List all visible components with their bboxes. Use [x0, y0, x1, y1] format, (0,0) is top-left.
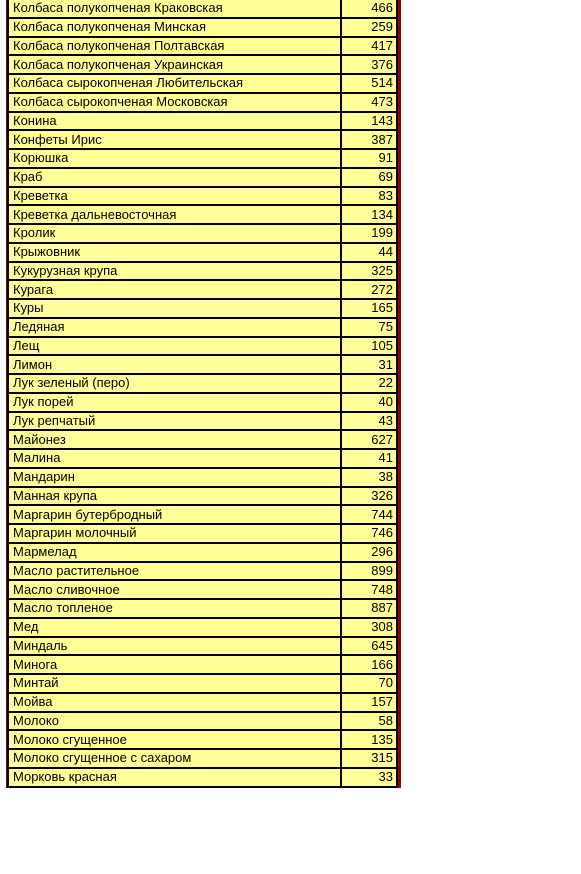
calorie-value-cell: 417: [341, 37, 397, 56]
table-row: [8, 318, 397, 337]
product-name-cell: Колбаса полукопченая Украинская: [8, 55, 341, 74]
product-name-cell: Молоко сгущенное: [8, 730, 341, 749]
calorie-value-cell: 143: [341, 112, 397, 131]
calorie-value-cell: 135: [341, 730, 397, 749]
calorie-value-cell: 627: [341, 430, 397, 449]
product-name-cell: Конина: [8, 112, 341, 131]
calorie-value-cell: 31: [341, 355, 397, 374]
product-name-cell: Мед: [8, 618, 341, 637]
table-row: [8, 74, 397, 93]
product-name-cell: Майонез: [8, 430, 341, 449]
product-name-cell: Минтай: [8, 674, 341, 693]
table-row: [8, 637, 397, 656]
table-row: [8, 655, 397, 674]
calorie-value-cell: 33: [341, 768, 397, 787]
calorie-value-cell: 376: [341, 55, 397, 74]
table-row: [8, 674, 397, 693]
calorie-value-cell: 41: [341, 449, 397, 468]
product-name-cell: Морковь красная: [8, 768, 341, 787]
product-name-cell: Краб: [8, 168, 341, 187]
table-row: [8, 543, 397, 562]
product-name-cell: Масло сливочное: [8, 580, 341, 599]
table-row: [8, 505, 397, 524]
product-name-cell: Курага: [8, 280, 341, 299]
table-row: [8, 55, 397, 74]
calorie-value-cell: 514: [341, 74, 397, 93]
calorie-value-cell: 199: [341, 224, 397, 243]
calorie-value-cell: 38: [341, 468, 397, 487]
table-row: [8, 112, 397, 131]
calorie-value-cell: 308: [341, 618, 397, 637]
calorie-value-cell: 105: [341, 337, 397, 356]
table-row: [8, 168, 397, 187]
calorie-value-cell: 69: [341, 168, 397, 187]
table-row: [8, 205, 397, 224]
product-name-cell: Креветка дальневосточная: [8, 205, 341, 224]
calorie-value-cell: 748: [341, 580, 397, 599]
product-name-cell: Малина: [8, 449, 341, 468]
table-row: [8, 37, 397, 56]
table-row: [8, 618, 397, 637]
product-name-cell: Масло растительное: [8, 562, 341, 581]
product-name-cell: Маргарин молочный: [8, 524, 341, 543]
calorie-value-cell: 315: [341, 749, 397, 768]
product-name-cell: Куры: [8, 299, 341, 318]
table-row: [8, 693, 397, 712]
calorie-value-cell: 40: [341, 393, 397, 412]
product-name-cell: Колбаса полукопченая Полтавская: [8, 37, 341, 56]
table-row: [8, 487, 397, 506]
table-row: [8, 0, 397, 18]
calorie-value-cell: 83: [341, 187, 397, 206]
calorie-value-cell: 326: [341, 487, 397, 506]
table-row: [8, 524, 397, 543]
table-row: [8, 580, 397, 599]
table-row: [8, 262, 397, 281]
table-row: [8, 243, 397, 262]
calorie-value-cell: 259: [341, 18, 397, 37]
calorie-value-cell: 134: [341, 205, 397, 224]
product-name-cell: Минога: [8, 655, 341, 674]
product-name-cell: Корюшка: [8, 149, 341, 168]
table-row: [8, 562, 397, 581]
product-name-cell: Колбаса полукопченая Краковская: [8, 0, 341, 18]
table-row: [8, 149, 397, 168]
product-name-cell: Лук зеленый (перо): [8, 374, 341, 393]
table-row: [8, 93, 397, 112]
calorie-value-cell: 44: [341, 243, 397, 262]
calorie-value-cell: 166: [341, 655, 397, 674]
table-row: [8, 355, 397, 374]
product-name-cell: Мармелад: [8, 543, 341, 562]
product-name-cell: Мандарин: [8, 468, 341, 487]
calorie-value-cell: 746: [341, 524, 397, 543]
calorie-value-cell: 645: [341, 637, 397, 656]
product-name-cell: Колбаса сырокопченая Любительская: [8, 74, 341, 93]
table-row: [8, 430, 397, 449]
table-row: [8, 712, 397, 731]
product-name-cell: Масло топленое: [8, 599, 341, 618]
product-name-cell: Креветка: [8, 187, 341, 206]
calorie-value-cell: 43: [341, 412, 397, 431]
table-row: [8, 749, 397, 768]
product-name-cell: Молоко: [8, 712, 341, 731]
product-name-cell: Лук порей: [8, 393, 341, 412]
table-row: [8, 130, 397, 149]
calorie-value-cell: 58: [341, 712, 397, 731]
table-row: [8, 224, 397, 243]
calorie-value-cell: 157: [341, 693, 397, 712]
table-row: [8, 374, 397, 393]
product-name-cell: Кролик: [8, 224, 341, 243]
product-name-cell: Колбаса полукопченая Минская: [8, 18, 341, 37]
calorie-value-cell: 22: [341, 374, 397, 393]
product-name-cell: Молоко сгущенное с сахаром: [8, 749, 341, 768]
product-name-cell: Крыжовник: [8, 243, 341, 262]
calorie-value-cell: 473: [341, 93, 397, 112]
table-row: [8, 393, 397, 412]
calorie-value-cell: 70: [341, 674, 397, 693]
calorie-value-cell: 296: [341, 543, 397, 562]
calorie-value-cell: 887: [341, 599, 397, 618]
product-name-cell: Лещ: [8, 337, 341, 356]
calorie-value-cell: 387: [341, 130, 397, 149]
calorie-value-cell: 325: [341, 262, 397, 281]
table-row: [8, 280, 397, 299]
table-row: [8, 449, 397, 468]
calorie-value-cell: 272: [341, 280, 397, 299]
table-row: [8, 187, 397, 206]
calorie-table: [7, 0, 398, 788]
calorie-table-body: [8, 0, 397, 787]
product-name-cell: Ледяная: [8, 318, 341, 337]
product-name-cell: Кукурузная крупа: [8, 262, 341, 281]
product-name-cell: Манная крупа: [8, 487, 341, 506]
calorie-value-cell: 744: [341, 505, 397, 524]
table-row: [8, 337, 397, 356]
product-name-cell: Лимон: [8, 355, 341, 374]
product-name-cell: Маргарин бутербродный: [8, 505, 341, 524]
table-row: [8, 768, 397, 787]
table-row: [8, 599, 397, 618]
table-row: [8, 18, 397, 37]
product-name-cell: Мойва: [8, 693, 341, 712]
calorie-value-cell: 91: [341, 149, 397, 168]
calorie-value-cell: 466: [341, 0, 397, 18]
calorie-value-cell: 165: [341, 299, 397, 318]
product-name-cell: Миндаль: [8, 637, 341, 656]
product-name-cell: Колбаса сырокопченая Московская: [8, 93, 341, 112]
table-row: [8, 468, 397, 487]
table-row: [8, 730, 397, 749]
table-row: [8, 412, 397, 431]
calorie-value-cell: 899: [341, 562, 397, 581]
product-name-cell: Лук репчатый: [8, 412, 341, 431]
calorie-table-container: [6, 0, 401, 788]
calorie-value-cell: 75: [341, 318, 397, 337]
table-row: [8, 299, 397, 318]
product-name-cell: Конфеты Ирис: [8, 130, 341, 149]
